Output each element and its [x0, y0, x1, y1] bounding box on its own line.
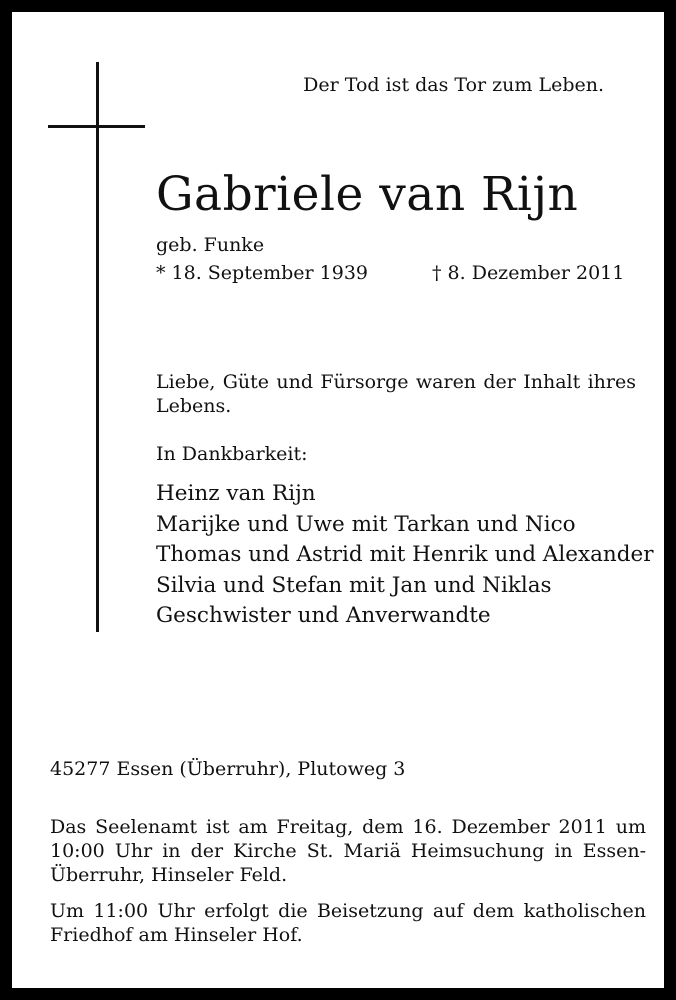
service-info: Das Seelenamt ist am Freitag, dem 16. Dezember 2011 um 10:00 Uhr in der Kirche St. Mariä Heimsuchung in Essen-Überruhr, Hinseler Feld. — [50, 816, 646, 886]
deceased-name: Gabriele van Rijn — [156, 167, 579, 222]
mourner-item: Heinz van Rijn — [156, 481, 316, 506]
mourner-item: Silvia und Stefan mit Jan und Niklas — [156, 572, 552, 598]
mourners-list — [156, 479, 654, 632]
maiden-name: geb. Funke — [156, 234, 265, 256]
address: 45277 Essen (Überruhr), Plutoweg 3 — [50, 758, 406, 780]
quote: Liebe, Güte und Fürsorge waren der Inhalt ihres Lebens. — [156, 371, 636, 417]
mourner-item: Thomas und Astrid mit Henrik und Alexander — [156, 542, 654, 567]
motto: Der Tod ist das Tor zum Leben. — [303, 74, 604, 96]
death-date: † 8. Dezember 2011 — [432, 262, 625, 284]
mourner-item: Marijke und Uwe mit Tarkan und Nico — [156, 511, 576, 537]
mourner-item: Geschwister und Anverwandte — [156, 603, 491, 628]
thanks-heading: In Dankbarkeit: — [156, 443, 308, 465]
cross-symbol-bar — [48, 125, 145, 128]
burial-info: Um 11:00 Uhr erfolgt die Beisetzung auf dem katholischen Friedhof am Hinseler Hof. — [50, 900, 646, 946]
birth-date: * 18. September 1939 — [156, 262, 368, 284]
cross-symbol — [96, 62, 99, 632]
